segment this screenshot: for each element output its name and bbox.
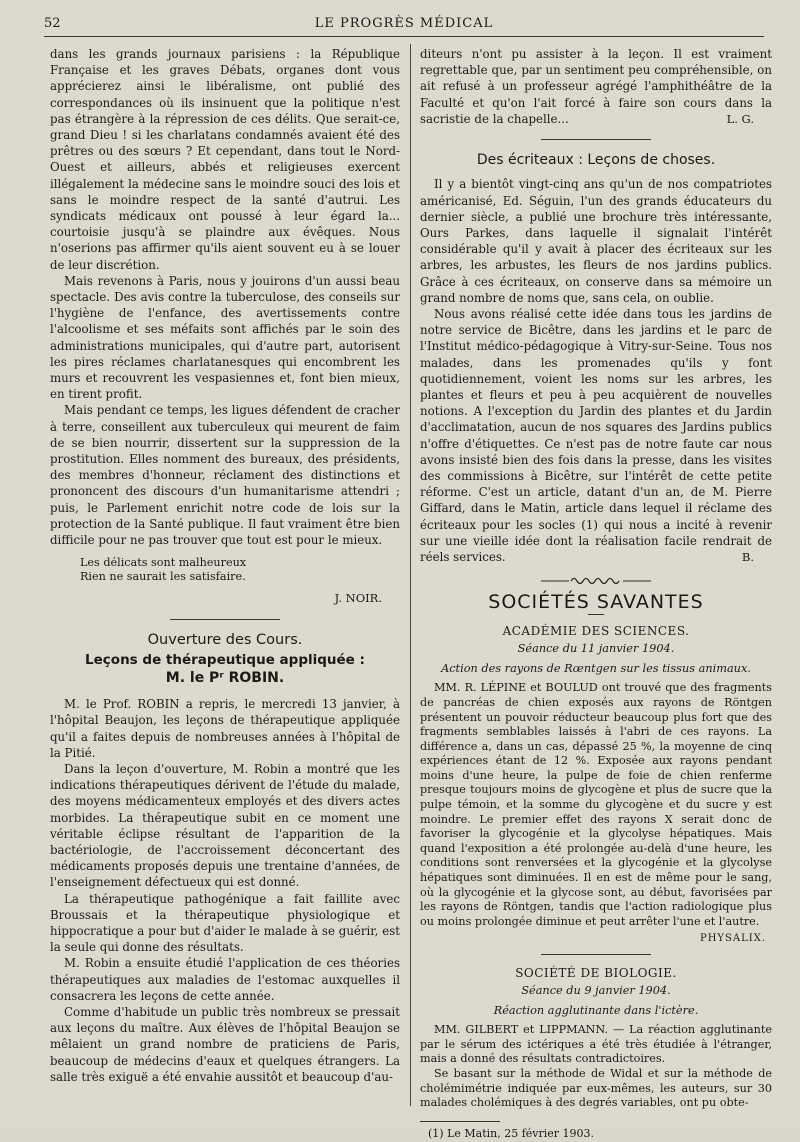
- ornament-rule: [541, 576, 651, 586]
- paragraph: Mais revenons à Paris, nous y jouirons d'un aussi beau spectacle. Des avis contre la tuberculose, des conseils sur l'hygiène de l'enfance, des avertissements contre l'alcoolisme et ses méfaits sont affichés par le soin des administrations municipales, qui d'autre part, autorisent les pires réclames charlatanesques qui encombrent les murs et recouvrent les vespasiennes et, font bien mieux, en tirent profit.: [50, 273, 400, 402]
- verse-quote: [80, 556, 400, 584]
- verse-line: Rien ne saurait les satisfaire.: [80, 570, 246, 584]
- separator-rule: [541, 139, 651, 140]
- paragraph: Mais pendant ce temps, les ligues défendent de cracher à terre, conseillent aux tuberculeux qui meurent de faim de se bien nourrir, dissertent sur la suppression de la prostitution. Elles nomment des bureaux, des présidents, des membres d'honneur, réclament des distinctions et prononcent des discours d'un humanitarisme attendri ; puis, le Parlement enrichit notre code de lois sur la protection de la Santé publique. Il faut vraiment être bien difficile pour ne pas trouver que tout est pour le mieux.: [50, 403, 400, 548]
- paragraph: MM. R. LÉPINE et BOULUD ont trouvé que des fragments de pancréas de chien exposés aux rayons de Röntgen présentent un pouvoir réducteur beaucoup plus fort que des fragments semblables laissés à l'abri de ces rayons. La différence a, dans un cas, dépassé 25 %, la moyenne de cinq expériences étant de 12 %. Exposée aux rayons pendant moins d'une heure, la pulpe de foie de chien renferme presque toujours moins de glycogène et plus de sucre que la pulpe témoin, et la somme du glycogène et du sucre y est moindre. Le premier effet des rayons X serait donc de favoriser la glycogénie et la glycolyse hépatiques. Mais quand l'exposition a été prolongée au-delà d'une heure, les conditions sont renversées et la glycogénie et la glycolyse hépatiques sont diminuées. Il en est de même pour le sang, où la glycogénie et la glycose sont, au début, favorisées par les rayons de Röntgen, tandis que l'action radiologique plus ou moins prolongée diminue et peut arrêter l'une et l'autre.: [420, 681, 772, 928]
- signature: PHYSALIX.: [699, 933, 766, 945]
- societies-heading: SOCIÉTÉS SAVANTES: [488, 590, 704, 613]
- paragraph: MM. GILBERT et LIPPMANN. — La réaction agglutinante par le sérum des ictériques a été très étudiée à l'étranger, mais a donné des résultats contradictoires.: [420, 1023, 772, 1066]
- journal-title: LE PROGRÈS MÉDICAL: [314, 16, 494, 31]
- society-name: SOCIÉTÉ DE BIOLOGIE.: [515, 965, 677, 980]
- session-date: Séance du 11 janvier 1904.: [517, 641, 675, 655]
- paragraph: Il y a bientôt vingt-cinq ans qu'un de nos compatriotes américanisé, Ed. Séguin, l'un des grands éducateurs du dernier siècle, a publié une brochure très intéressante, Ours Parkes, dans laquelle il signalait l'intérêt considérable qu'il y avait à placer des écriteaux sur les arbres, les arbustes, les fleurs de nos jardins publics. Grâce à ces écriteaux, on conserve dans sa mémoire un grand nombre de noms que, sans cela, on oublie.: [420, 177, 772, 305]
- topic-title: Action des rayons de Rœntgen sur les tissus animaux.: [441, 662, 751, 676]
- short-rule: [588, 614, 604, 615]
- paragraph: diteurs n'ont pu assister à la leçon. Il est vraiment regrettable que, par un sentiment peu compréhensible, on ait refusé à un professeur agrégé l'amphithéâtre de la Faculté et qu'on l'ait forcé à faire son cours dans la sacristie de la chapelle...: [420, 47, 772, 126]
- professor-heading: M. le Pʳ ROBIN.: [165, 669, 285, 686]
- subsection-heading: Leçons de thérapeutique appliquée :: [85, 651, 365, 668]
- footnote: (1) Le Matin, 25 février 1903.: [428, 1126, 595, 1140]
- column-divider: [410, 44, 411, 1106]
- signature: B.: [741, 550, 754, 565]
- separator-rule: [170, 619, 280, 620]
- topic-title: Réaction agglutinante dans l'ictère.: [493, 1004, 699, 1018]
- paragraph: La thérapeutique pathogénique a fait faillite avec Broussais et la thérapeutique physiologique et hippocratique a pour but d'aider le malade à se guérir, est la seule qui donne des résultats.: [50, 891, 400, 955]
- signature: L. G.: [726, 112, 754, 127]
- paragraph: Dans la leçon d'ouverture, M. Robin a montré que les indications thérapeutiques dérivent de l'étude du malade, des moyens médicamenteux employés et des divers actes morbides. La thérapeutique subit en ce moment une véritable éclipse résultant de l'apparition de la bactériologie, de l'accroissement déconcertant des médicaments proposés depuis une trentaine d'années, de l'enseignement défectueux qui est donné.: [50, 761, 400, 890]
- left-column: [50, 46, 400, 1085]
- section-heading: Des écriteaux : Leçons de choses.: [476, 152, 716, 169]
- paragraph: Se basant sur la méthode de Widal et sur la méthode de cholémimétrie indiquée par eux-mêmes, les auteurs, sur 30 malades cholémiques à des degrés variables, ont pu obte-: [420, 1067, 772, 1110]
- separator-rule: [541, 954, 651, 955]
- verse-line: Les délicats sont malheureux: [80, 556, 247, 570]
- session-date: Séance du 9 janvier 1904.: [521, 983, 671, 997]
- paragraph: dans les grands journaux parisiens : la République Française et les graves Débats, organes dont vous apprécierez ainsi le libéralisme, ont publié des correspondances où ils insinuent que la politique n'est pas étrangère à la répression de ces délits. Que serait-ce, grand Dieu ! si les charlatans condamnés avaient été des prêtres ou des sœurs ? Et cependant, dans tout le Nord-Ouest et ailleurs, abbés et religieuses exercent illégalement la médecine sans le moindre souci des lois et sans le moindre respect de la santé d'autrui. Les syndicats médicaux ont poussé à leur égard la... courtoisie jusqu'à se plaindre aux évêques. Nous n'oserions pas affirmer qu'ils aient souvent eu à se louer de leur discrétion.: [50, 47, 400, 272]
- signature: J. NOIR.: [334, 591, 382, 606]
- page-number: 52: [44, 16, 61, 31]
- footnote-rule: [420, 1121, 500, 1122]
- page-header: [44, 12, 764, 37]
- paragraph: Comme d'habitude un public très nombreux se pressait aux leçons du maître. Aux élèves de l'hôpital Beaujon se mêlaient un grand nombre de praticiens de Paris, beaucoup de médecins d'eaux et quelques étrangers. La salle très exiguë a été envahie aussitôt et beaucoup d'au-: [50, 1004, 400, 1084]
- section-heading: Ouverture des Cours.: [147, 631, 303, 648]
- paragraph: M. Robin a ensuite étudié l'application de ces théories thérapeutiques aux maladies de l'estomac auxquelles il consacrera les leçons de cette année.: [50, 956, 400, 1003]
- paragraph: M. le Prof. ROBIN a repris, le mercredi 13 janvier, à l'hôpital Beaujon, les leçons de thérapeutique appliquée qu'il a faites depuis de nombreuses années à l'hôpital de la Pitié.: [50, 697, 400, 760]
- right-column: [420, 46, 772, 1142]
- society-name: ACADÉMIE DES SCIENCES.: [502, 623, 690, 638]
- paragraph: Nous avons réalisé cette idée dans tous les jardins de notre service de Bicêtre, dans les jardins et le parc de l'Institut médico-pédagogique à Vitry-sur-Seine. Tous nos malades, dans les promenades qu'ils y font quotidiennement, voient les noms sur les arbres, les plantes et fleurs et peu à peu acquièrent de nouvelles notions. A l'exception du Jardin des plantes et du Jardin d'acclimatation, aucun de nos squares des Jardins publics n'offre d'étiquettes. Ce n'est pas de notre faute car nous avons insisté bien des fois dans la presse, dans les visites des commissions à Bicêtre, sur l'intérêt de cette petite réforme. C'est un article, datant d'un an, de M. Pierre Giffard, dans le Matin, article dans lequel il réclame des écriteaux pour les socles (1) qui nous a incité à revenir sur une vieille idée dont la réalisation facile rendrait de réels services.: [420, 307, 772, 565]
